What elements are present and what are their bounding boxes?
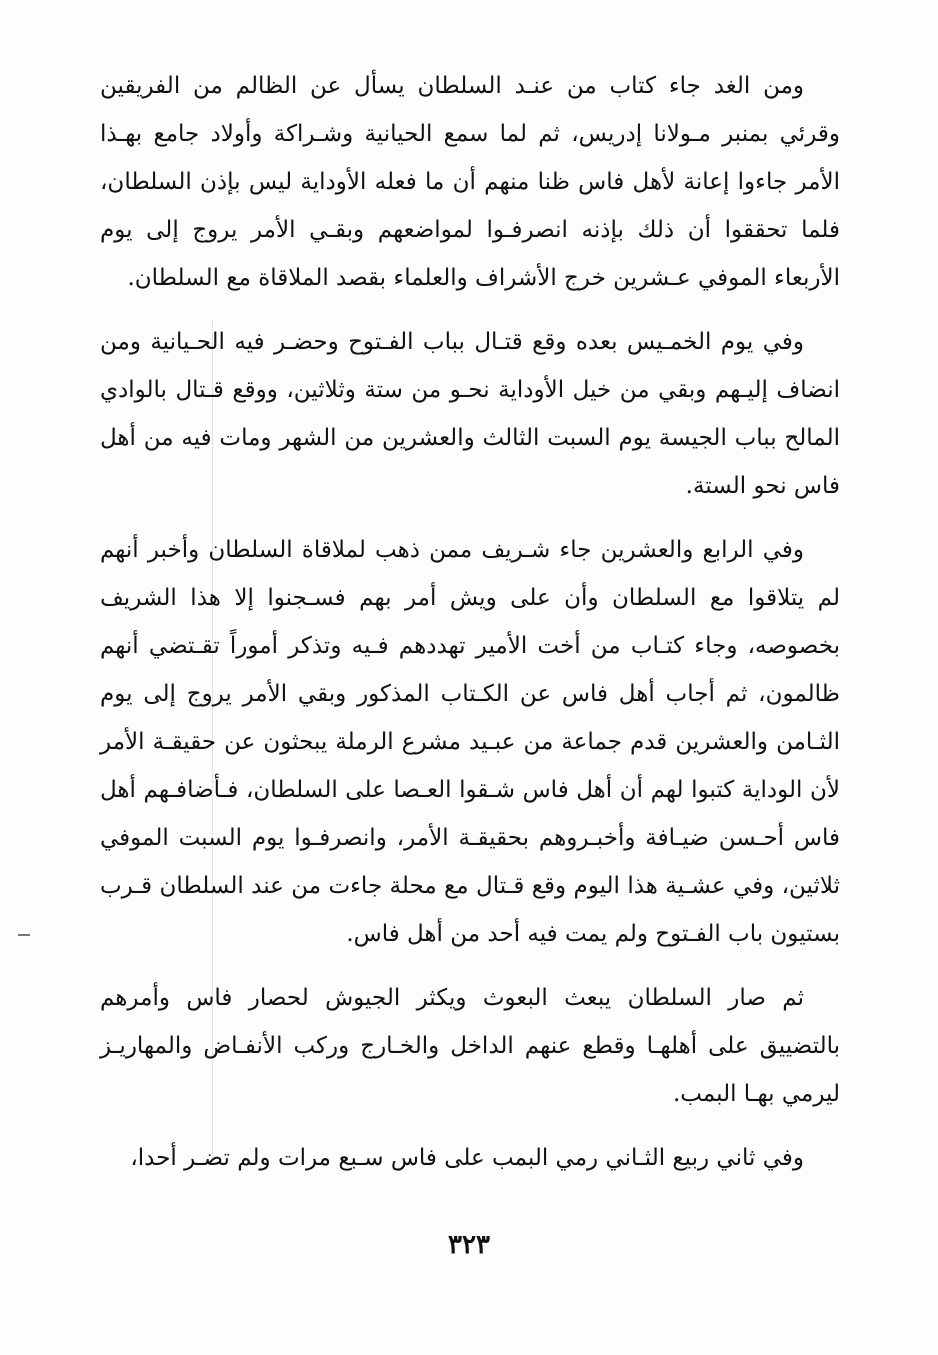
paragraph-4: ثم صار السلطان يبعث البعوث ويكثر الجيوش لحصار فاس وأمرهم بالتضييق على أهلهـا وقطع عنهم الداخل والخـارج وركب الأنفـاض والمهاريـز ليرمي بهـا البمب.	[100, 985, 840, 1107]
margin-mark	[18, 934, 30, 936]
page-number: ٣٢٣	[448, 1230, 490, 1260]
paragraph-1: ومن الغد جاء كتاب من عنـد السلطان يسأل عن الظالم من الفريقين وقرئي بمنبر مـولانا إدريس، ثم لما سمع الحيانية وشـراكة وأولاد جامع بهـذا الأمر جاءوا إعانة لأهل فاس ظنا منهم أن ما فعله الأوداية ليس بإذن السلطان، فلما تحققوا أن ذلك بإذنه انصرفـوا لمواضعهم وبقـي الأمر يروج إلى يوم الأربعاء الموفي عـشرين خرج الأشراف والعلماء بقصد الملاقاة مع السلطان.	[100, 73, 840, 291]
body-text	[100, 62, 840, 1182]
paragraph-2: وفي يوم الخمـيس بعده وقع قتـال بباب الفـتوح وحضـر فيه الحـيانية ومن انضاف إليـهم وبقي من خيل الأوداية نحـو من ستة وثلاثين، ووقع قـتال بالوادي المالح بباب الجيسة يوم السبت الثالث والعشرين من الشهر ومات فيه من أهل فاس نحو الستة.	[100, 329, 840, 499]
paragraph-3: وفي الرابع والعشرين جاء شـريف ممن ذهب لملاقاة السلطان وأخبر أنهم لم يتلاقوا مع السلطان وأن على ويش أمر بهم فسـجنوا إلا هذا الشريف بخصوصه، وجاء كتـاب من أخت الأمير تهددهم فـيه وتذكر أموراً تقـتضي أنهم ظالمون، ثم أجاب أهل فاس عن الكـتاب المذكور وبقي الأمر يروج إلى يوم الثـامن والعشرين قدم جماعة من عبـيد مشرع الرملة يبحثون عن حقيقـة الأمر لأن الوداية كتبوا لهم أن أهل فاس شـقوا العـصا على السلطان، فـأضافـهم أهل فاس أحـسن ضيـافة وأخبـروهم بحقيقـة الأمر، وانصرفـوا يوم السبت الموفي ثلاثين، وفي عشـية هذا اليوم وقع قـتال مع محلة جاءت من عند السلطان قـرب بستيون باب الفـتوح ولم يمت فيه أحد من أهل فاس.	[100, 537, 840, 947]
paragraph-5: وفي ثاني ربيع الثـاني رمي البمب على فاس سـبع مرات ولم تضـر أحدا،	[130, 1145, 804, 1171]
